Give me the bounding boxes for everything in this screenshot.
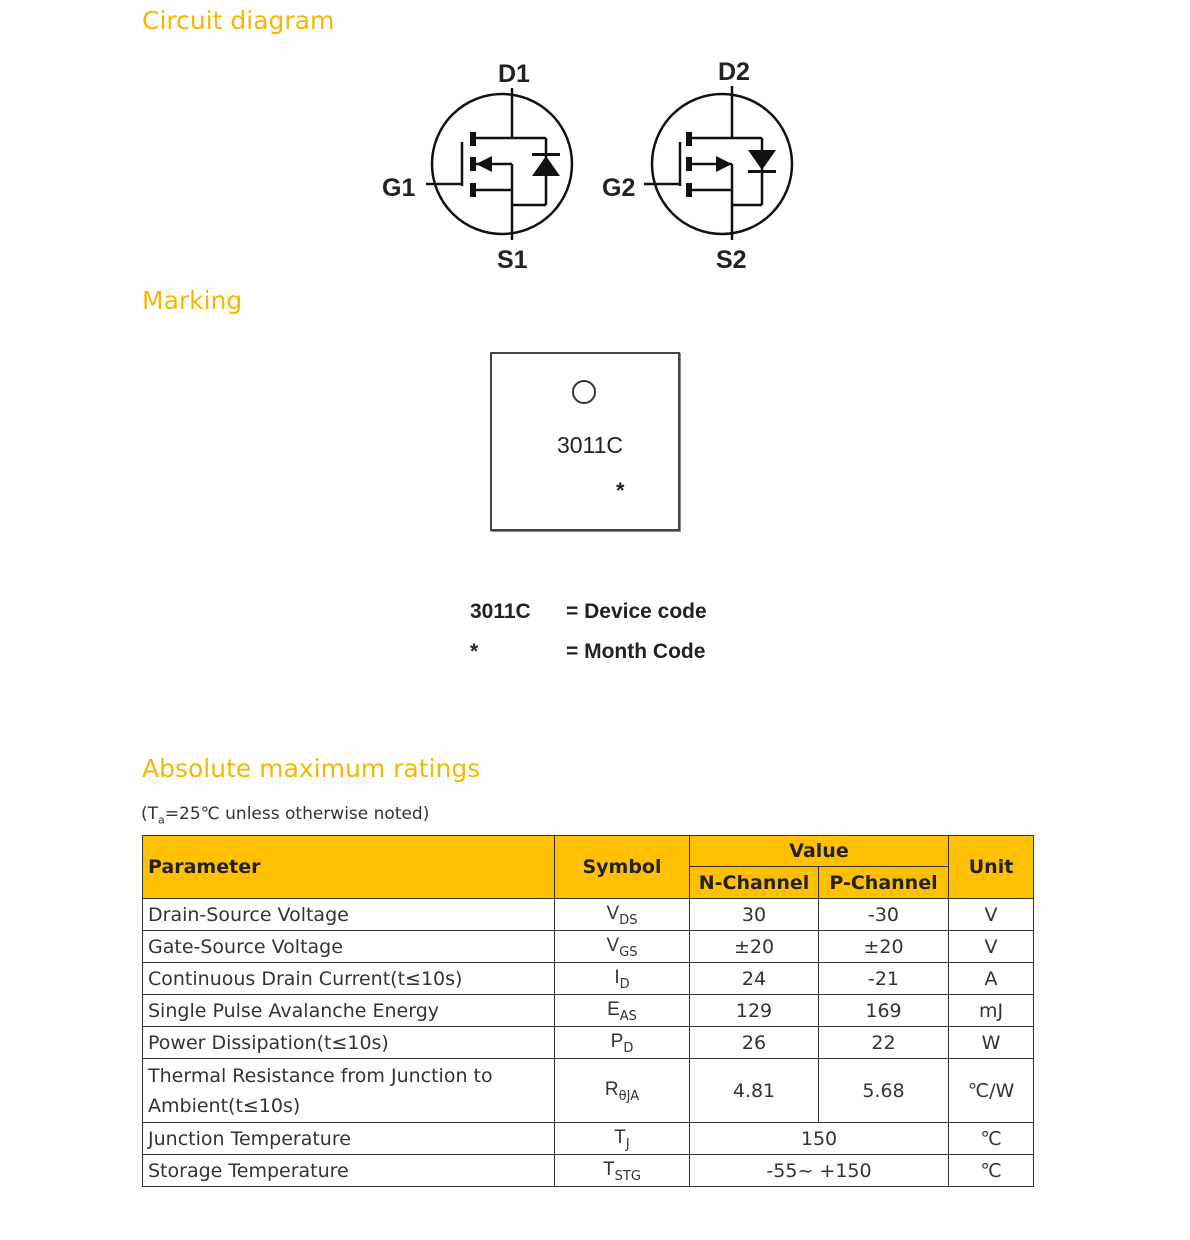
legend-key: * [470,640,479,663]
cell-unit: V [949,899,1034,931]
cell-n-channel: 26 [690,1027,819,1059]
table-row [143,1155,1034,1187]
table-row [143,1123,1034,1155]
header-value: Value [690,836,949,867]
table-row [143,1059,1034,1123]
cell-symbol: $R_{\theta JA}$ [555,1059,690,1123]
table-row [143,899,1034,931]
circuit-diagram [370,50,810,280]
cell-parameter: Junction Temperature [143,1123,555,1155]
section-title-absolute-maximum-ratings: Absolute maximum ratings [142,754,481,783]
cell-symbol: $T_J$ [555,1123,690,1155]
cell-unit: ℃ [949,1123,1034,1155]
table-row [143,963,1034,995]
absolute-maximum-ratings-table [142,835,1034,1187]
cell-parameter: Drain-Source Voltage [143,899,555,931]
pin1-circle-icon [572,380,596,404]
cell-symbol: $T_{STG}$ [555,1155,690,1187]
cell-unit: ℃/W [949,1059,1034,1123]
cell-n-channel: ±20 [690,931,819,963]
marking-month-code: * [616,478,625,503]
cell-n-channel: 129 [690,995,819,1027]
table-row [143,1027,1034,1059]
cell-p-channel: -21 [819,963,949,995]
cell-unit: mJ [949,995,1034,1027]
cell-p-channel: -30 [819,899,949,931]
legend-key: 3011C [470,600,531,623]
header-symbol: Symbol [555,836,690,899]
section-title-circuit-diagram: Circuit diagram [142,6,335,35]
pin-label-d2: D2 [718,58,750,86]
cell-parameter: Continuous Drain Current(t≤10s) [143,963,555,995]
section-title-marking: Marking [142,286,243,315]
cell-p-channel: 5.68 [819,1059,949,1123]
cell-n-channel: 4.81 [690,1059,819,1123]
pin-label-d1: D1 [498,60,530,88]
marking-package-outline [490,352,680,531]
cell-parameter: Power Dissipation(t≤10s) [143,1027,555,1059]
pin-label-s1: S1 [497,246,528,274]
cell-n-channel: 30 [690,899,819,931]
cell-parameter: Thermal Resistance from Junction to Ambient(t≤10s) [143,1059,555,1123]
cell-value: -55~ +150 [690,1155,949,1187]
cell-unit: A [949,963,1034,995]
cell-p-channel: ±20 [819,931,949,963]
cell-p-channel: 169 [819,995,949,1027]
cell-value: 150 [690,1123,949,1155]
cell-symbol: $I_D$ [555,963,690,995]
cell-unit: W [949,1027,1034,1059]
cell-unit: ℃ [949,1155,1034,1187]
cell-parameter: Gate-Source Voltage [143,931,555,963]
header-p-channel: P-Channel [819,867,949,899]
table-conditions-note: ($T_a=25℃$ unless otherwise noted) [141,804,430,827]
pin-label-g1: G1 [382,174,416,202]
cell-parameter: Single Pulse Avalanche Energy [143,995,555,1027]
legend-desc: = Device code [566,600,707,623]
marking-device-code: 3011C [556,432,624,458]
marking-legend-row [470,600,707,624]
cell-unit: V [949,931,1034,963]
cell-symbol: $V_{GS}$ [555,931,690,963]
marking-legend-row [470,640,705,664]
table-row [143,995,1034,1027]
header-parameter: Parameter [143,836,555,899]
header-unit: Unit [949,836,1034,899]
cell-parameter: Storage Temperature [143,1155,555,1187]
pin-label-s2: S2 [716,246,747,274]
cell-symbol: $E_{AS}$ [555,995,690,1027]
table-row [143,931,1034,963]
header-n-channel: N-Channel [690,867,819,899]
cell-symbol: $P_D$ [555,1027,690,1059]
cell-p-channel: 22 [819,1027,949,1059]
legend-desc: = Month Code [566,640,706,663]
cell-n-channel: 24 [690,963,819,995]
pin-label-g2: G2 [602,174,636,202]
cell-symbol: $V_{DS}$ [555,899,690,931]
